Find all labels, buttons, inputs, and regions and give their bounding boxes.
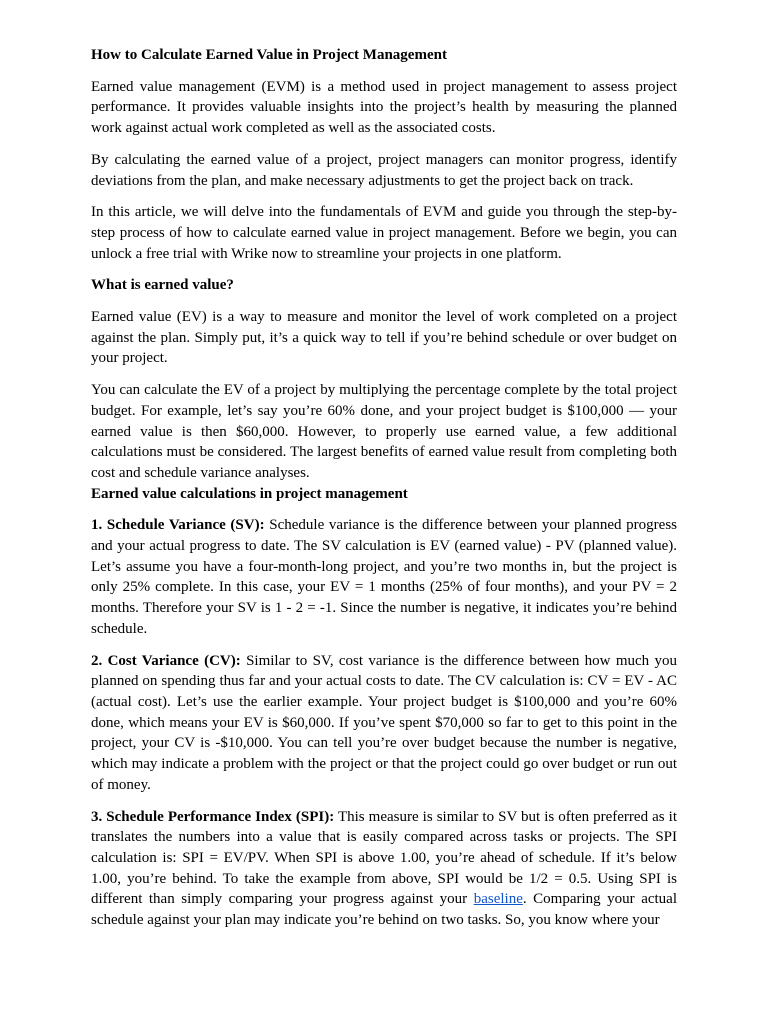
article-title: How to Calculate Earned Value in Project Management <box>91 47 447 63</box>
intro-paragraph-1: Earned value management (EVM) is a method used in project management to assess project performance. It provides valuable insights into the project’s health by measuring the planned work against actual work completed as well as the associated costs. <box>91 78 677 137</box>
schedule-variance-item <box>91 515 677 639</box>
section-heading-calculations: Earned value calculations in project management <box>91 485 408 502</box>
cost-variance-label: 2. Cost Variance (CV): <box>91 652 241 669</box>
cost-variance-item <box>91 651 677 796</box>
earned-value-paragraph-1: Earned value (EV) is a way to measure and monitor the level of work completed on a project against the plan. Simply put, it’s a quick way to tell if you’re behind schedule or over budget on your project. <box>91 309 677 367</box>
schedule-variance-text: Schedule variance is the difference between your planned progress and your actual progress to date. The SV calculation is EV (earned value) - PV (planned value). Let’s assume you have a four-month-long project, and you’re two months in, but the project is only 25% complete. In this case, your EV = 1 months (25% of four months), and your PV = 2 months. Therefore your SV is 1 - 2 = -1. Since the number is negative, it indicates you’re behind schedule. <box>91 517 677 637</box>
spi-item <box>91 807 677 931</box>
document-page <box>91 45 677 942</box>
baseline-link[interactable]: baseline <box>473 891 523 908</box>
spi-text-after-link: . Comparing your actual schedule against your plan may indicate you’re behind on two tasks. So, you know where your <box>91 891 678 929</box>
spi-label: 3. Schedule Performance Index (SPI): <box>91 808 335 825</box>
section-heading-what-is-earned-value: What is earned value? <box>91 277 234 294</box>
earned-value-paragraph-2: You can calculate the EV of a project by multiplying the percentage complete by the total project budget. For example, let’s say you’re 60% done, and your project budget is $100,000 — your earned value is then $60,000. However, to properly use earned value, a few additional calculations must be considered. The largest benefits of earned value result from completing both cost and schedule variance analyses. <box>91 382 677 481</box>
intro-paragraph-3: In this article, we will delve into the fundamentals of EVM and guide you through the step-by-step process of how to calculate earned value in project management. Before we begin, you can unlock a free trial with Wrike now to streamline your projects in one platform. <box>91 204 677 262</box>
cost-variance-text: Similar to SV, cost variance is the difference between how much you planned on spending thus far and your actual costs to date. The CV calculation is: CV = EV - AC (actual cost). Let’s use the earlier example. Your project budget is $100,000 and you’re 60% done, which means your EV is $60,000. If you’ve spent $70,000 so far to get to this point in the project, your CV is -$10,000. You can tell you’re over budget because the number is negative, which may indicate a problem with the project or that the project could go over budget or run out of money. <box>91 652 677 793</box>
intro-paragraph-2: By calculating the earned value of a project, project managers can monitor progress, identify deviations from the plan, and make necessary adjustments to get the project back on track. <box>91 151 677 189</box>
spi-text-before-link: This measure is similar to SV but is often preferred as it translates the numbers into a value that is easily compared across tasks or projects. The SPI calculation is: SPI = EV/PV. When SPI is above 1.00, you’re ahead of schedule. If it’s below 1.00, you’re behind. To take the example from above, SPI would be 1/2 = 0.5. Using SPI is different than simply comparing your progress against your <box>91 808 677 908</box>
schedule-variance-label: 1. Schedule Variance (SV): <box>91 517 265 534</box>
